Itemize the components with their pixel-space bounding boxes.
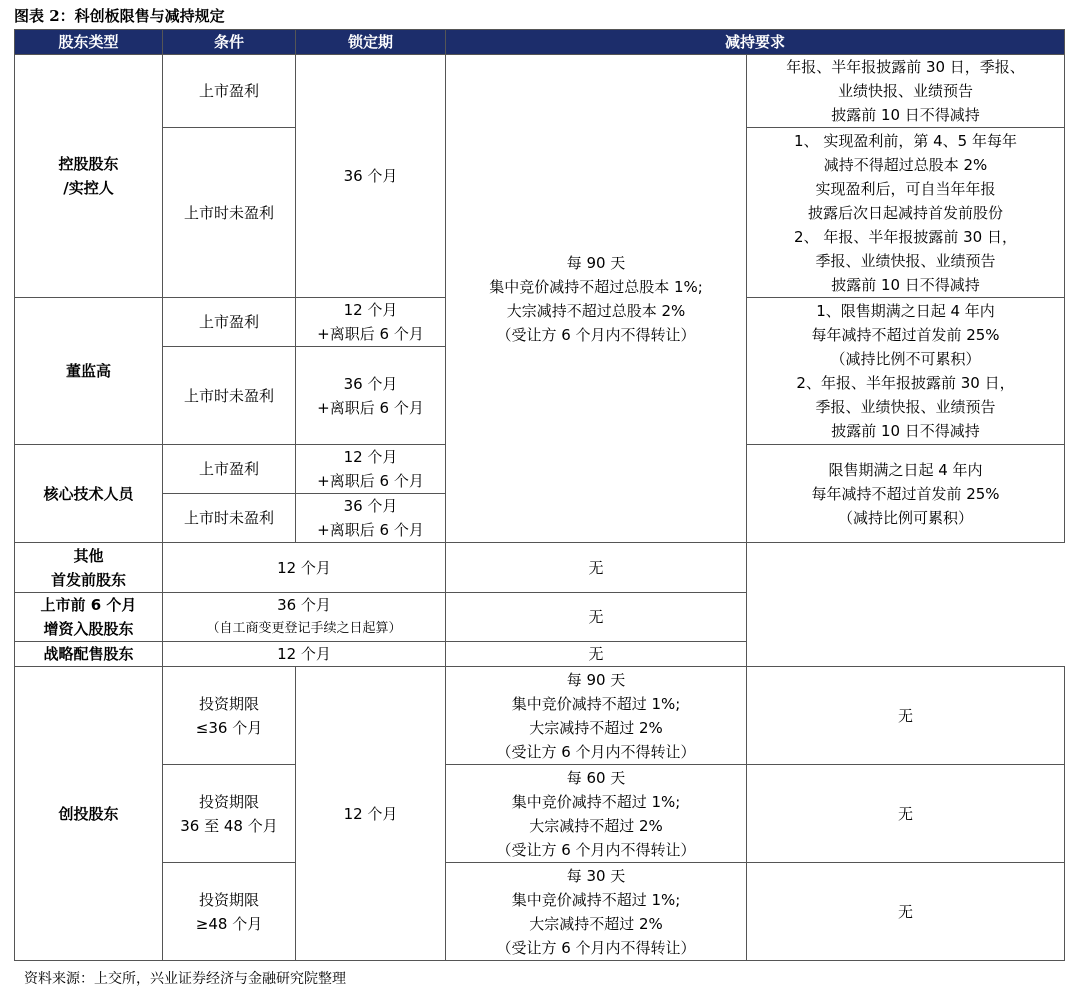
type-other-pre-ipo: 其他 首发前股东 xyxy=(15,543,163,593)
vc-rule-60-days: 每 60 天 集中竞价减持不超过 1%; 大宗减持不超过 2% （受让方 6 个月内不得转让） xyxy=(446,765,747,863)
lockup-12m: 12 个月 xyxy=(163,642,446,667)
header-lockup-period: 锁定期 xyxy=(296,30,446,55)
vc-rule-90-days: 每 90 天 集中竞价减持不超过 1%; 大宗减持不超过 2% （受让方 6 个月内不得转让） xyxy=(446,667,747,765)
lockup-12m: 12 个月 xyxy=(296,667,446,961)
vc-rule-30-days: 每 30 天 集中竞价减持不超过 1%; 大宗减持不超过 2% （受让方 6 个月内不得转让） xyxy=(446,863,747,961)
lockup-12m-plus6: 12 个月 +离职后 6 个月 xyxy=(296,298,446,347)
type-directors: 董监高 xyxy=(15,298,163,445)
header-shareholder-type: 股东类型 xyxy=(15,30,163,55)
req-controlling-profitable: 年报、半年报披露前 30 日，季报、 业绩快报、业绩预告 披露前 10 日不得减持 xyxy=(747,55,1065,128)
req-none: 无 xyxy=(446,593,747,642)
common-reduction-rule: 每 90 天 集中竞价减持不超过总股本 1%; 大宗减持不超过总股本 2% （受让方 6 个月内不得转让） xyxy=(446,55,747,543)
req-core-tech-staff: 限售期满之日起 4 年内 每年减持不超过首发前 25% （减持比例可累积） xyxy=(747,445,1065,543)
table-title: 图表 2：科创板限售与减持规定 xyxy=(14,7,225,25)
req-none: 无 xyxy=(747,667,1065,765)
lockup-12m-plus6: 12 个月 +离职后 6 个月 xyxy=(296,445,446,494)
req-none: 无 xyxy=(446,642,747,667)
type-core-tech-staff: 核心技术人员 xyxy=(15,445,163,543)
type-strategic-placement: 战略配售股东 xyxy=(15,642,163,667)
cond-unprofitable: 上市时未盈利 xyxy=(163,347,296,445)
cond-invest-le-36m: 投资期限 ≤36 个月 xyxy=(163,667,296,765)
cond-unprofitable: 上市时未盈利 xyxy=(163,128,296,298)
type-recent-capital-increase: 上市前 6 个月 增资入股股东 xyxy=(15,593,163,642)
req-none: 无 xyxy=(446,543,747,593)
req-directors: 1、限售期满之日起 4 年内 每年减持不超过首发前 25% （减持比例不可累积） 2、年报、半年报披露前 30 日， 季报、业绩快报、业绩预告 披露前 10 日不得减持 xyxy=(747,298,1065,445)
cond-profitable: 上市盈利 xyxy=(163,55,296,128)
cond-invest-36-48m: 投资期限 36 至 48 个月 xyxy=(163,765,296,863)
cond-invest-ge-48m: 投资期限 ≥48 个月 xyxy=(163,863,296,961)
header-reduction-requirement: 减持要求 xyxy=(446,30,1065,55)
cond-profitable: 上市盈利 xyxy=(163,298,296,347)
lockup-rules-table xyxy=(14,29,1065,961)
type-venture-capital: 创投股东 xyxy=(15,667,163,961)
source-note: 资料来源：上交所，兴业证券经济与金融研究院整理 xyxy=(24,971,346,987)
req-controlling-unprofitable: 1、 实现盈利前，第 4、5 年每年 减持不得超过总股本 2% 实现盈利后，可自当年年报 披露后次日起减持首发前股份 2、 年报、半年报披露前 30 日， 季报、业绩快报、业绩预告 披露前 10 日不得减持 xyxy=(747,128,1065,298)
lockup-36m-registration: 36 个月 （自工商变更登记手续之日起算） xyxy=(163,593,446,642)
lockup-12m: 12 个月 xyxy=(163,543,446,593)
lockup-36m-plus6: 36 个月 +离职后 6 个月 xyxy=(296,494,446,543)
type-controlling-shareholder: 控股股东 /实控人 xyxy=(15,55,163,298)
cond-unprofitable: 上市时未盈利 xyxy=(163,494,296,543)
lockup-36m: 36 个月 xyxy=(296,55,446,298)
lockup-36m-plus6: 36 个月 +离职后 6 个月 xyxy=(296,347,446,445)
req-none: 无 xyxy=(747,863,1065,961)
header-condition: 条件 xyxy=(163,30,296,55)
cond-profitable: 上市盈利 xyxy=(163,445,296,494)
req-none: 无 xyxy=(747,765,1065,863)
